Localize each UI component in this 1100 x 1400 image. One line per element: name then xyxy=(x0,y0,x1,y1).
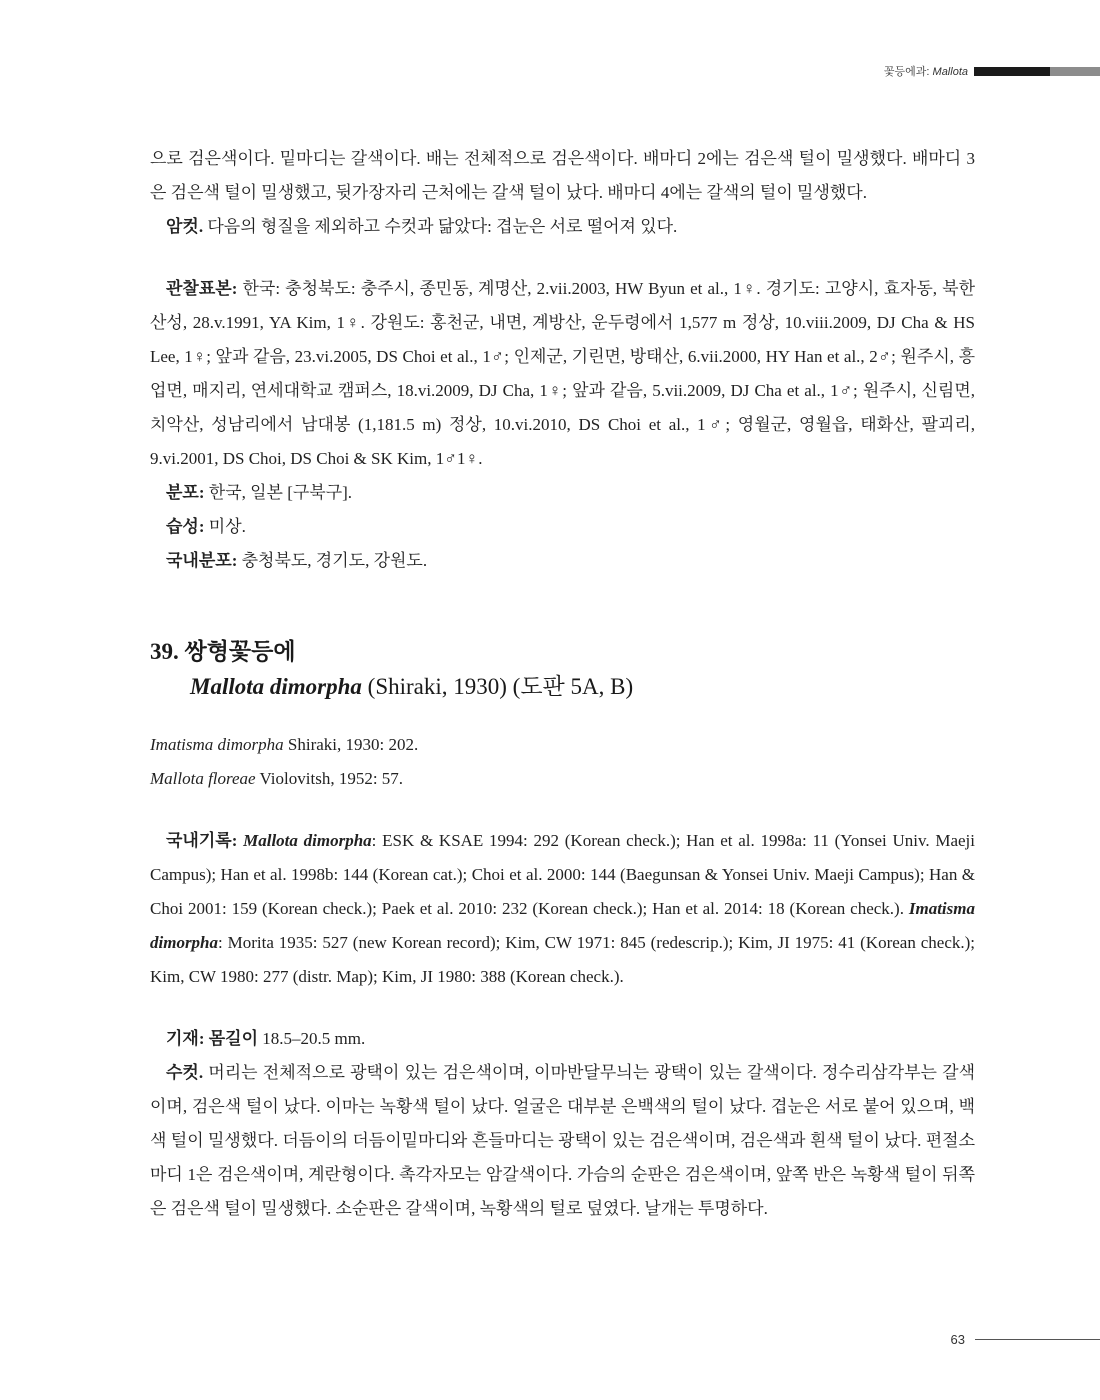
synonym-1-name: Imatisma dimorpha xyxy=(150,735,284,754)
distribution-label: 분포: xyxy=(166,483,205,502)
paragraph-male xyxy=(150,1056,975,1226)
female-text: 다음의 형질을 제외하고 수컷과 닮았다: 겹눈은 서로 떨어져 있다. xyxy=(203,217,678,236)
paragraph-specimens xyxy=(150,272,975,476)
specimens-text: 한국: 충청북도: 충주시, 종민동, 계명산, 2.vii.2003, HW Byun et al., 1♀. 경기도: 고양시, 효자동, 북한산성, 28.v.1991, YA Kim, 1♀. 강원도: 홍천군, 내면, 계방산, 운두령에서 1,577 m 정상, 10.viii.2009, DJ Cha & HS Lee, 1♀; 앞과 같음, 23.vi.2005, DS Choi et al., 1♂; 인제군, 기린면, 방태산, 6.vii.2000, HY Han et al., 2♂; 원주시, 흥업면, 매지리, 연세대학교 캠퍼스, 18.vi.2009, DJ Cha, 1♀; 앞과 같음, 5.vii.2009, DJ Cha et al., 1♂; 원주시, 신림면, 치악산, 성남리에서 남대봉 (1,181.5 m) 정상, 10.vi.2010, DS Choi et al., 1♂; 영월군, 영월읍, 태화산, 팔괴리, 9.vi.2001, DS Choi, DS Choi & SK Kim, 1♂1♀. xyxy=(150,279,975,468)
paragraph-female xyxy=(150,210,975,244)
synonym-2-name: Mallota floreae xyxy=(150,769,256,788)
running-header xyxy=(884,64,1100,78)
specimens-label: 관찰표본: xyxy=(166,279,238,298)
korean-distribution-text: 충청북도, 경기도, 강원도. xyxy=(237,551,428,570)
paragraph-description xyxy=(150,1022,975,1056)
synonym-2 xyxy=(150,762,975,796)
female-label: 암컷. xyxy=(166,217,204,236)
habit-text: 미상. xyxy=(204,517,246,536)
header-family: 꽃등에과: xyxy=(883,66,933,78)
records-text-2: : Morita 1935: 527 (new Korean record); Kim, CW 1971: 845 (redescrip.); Kim, JI 1975: 41 (Korean check.); Kim, CW 1980: 277 (distr. Map); Kim, JI 1980: 388 (Korean check.). xyxy=(150,933,975,986)
footer-rule xyxy=(975,1339,1100,1340)
habit-label: 습성: xyxy=(166,517,205,536)
distribution-text: 한국, 일본 [구북구]. xyxy=(204,483,353,502)
species-heading: 39. 쌍형꽃등에 xyxy=(150,639,296,664)
description-label: 기재: 몸길이 xyxy=(166,1029,259,1048)
header-bar-light xyxy=(1050,67,1100,76)
header-genus: Mallota xyxy=(932,66,968,78)
synonym-1-ref: Shiraki, 1930: 202. xyxy=(283,735,419,754)
records-text-1: : ESK & KSAE 1994: 292 (Korean check.); Han et al. 1998a: 11 (Yonsei Univ. Maeji Campus); Han et al. 1998b: 144 (Korean cat.); Choi et al. 2000: 144 (Baegunsan & Yonsei Univ. Maeji Campus); Han & Choi 2001: 159 (Korean check.); Paek et al. 2010: 232 (Korean check.); Han et al. 2014: 18 (Korean check.). xyxy=(150,831,976,918)
records-label: 국내기록: xyxy=(166,831,238,850)
paragraph-korean-distribution xyxy=(150,544,975,578)
paragraph-habit xyxy=(150,510,975,544)
paragraph-abdomen: 으로 검은색이다. 밑마디는 갈색이다. 배는 전체적으로 검은색이다. 배마디 2에는 검은색 털이 밀생했다. 배마디 3은 검은색 털이 밀생했고, 뒷가장자리 근처에는 갈색 털이 났다. 배마디 4에는 갈색의 털이 밀생했다. xyxy=(150,149,975,202)
page-number: 63 xyxy=(950,1332,965,1347)
male-label: 수컷. xyxy=(166,1063,204,1082)
paragraph-distribution xyxy=(150,476,975,510)
page-footer xyxy=(951,1332,1100,1347)
body-length: 18.5–20.5 mm. xyxy=(258,1029,366,1048)
species-authority: (Shiraki, 1930) (도판 5A, B) xyxy=(361,674,634,699)
korean-distribution-label: 국내분포: xyxy=(166,551,238,570)
species-name xyxy=(150,668,975,706)
running-header-text xyxy=(884,63,968,79)
male-text: 머리는 전체적으로 광택이 있는 검은색이며, 이마반달무늬는 광택이 있는 갈색이다. 정수리삼각부는 갈색이며, 검은색 털이 났다. 이마는 녹황색 털이 났다. 얼굴은 대부분 은백색의 털이 났다. 겹눈은 서로 붙어 있으며, 백색 털이 밀생했다. 더듬이의 더듬이밑마디와 흔들마디는 광택이 있는 검은색이며, 검은색과 흰색 털이 났다. 편절소마디 1은 검은색이며, 계란형이다. 촉각자모는 암갈색이다. 가슴의 순판은 검은색이며, 앞쪽 반은 녹황색 털이 뒤쪽은 검은색 털이 밀생했다. 소순판은 갈색이며, 녹황색의 털로 덮였다. 날개는 투명하다. xyxy=(150,1063,975,1218)
header-bar-dark xyxy=(974,67,1050,76)
records-name-2: Imatisma dimorpha xyxy=(150,899,975,952)
records-name-1: Mallota dimorpha xyxy=(243,831,372,850)
paragraph-korean-records xyxy=(150,824,975,994)
page-body xyxy=(150,142,975,1226)
species-binomial: Mallota dimorpha xyxy=(190,674,362,699)
synonym-2-ref: Violovitsh, 1952: 57. xyxy=(255,769,404,788)
synonym-1 xyxy=(150,728,975,762)
